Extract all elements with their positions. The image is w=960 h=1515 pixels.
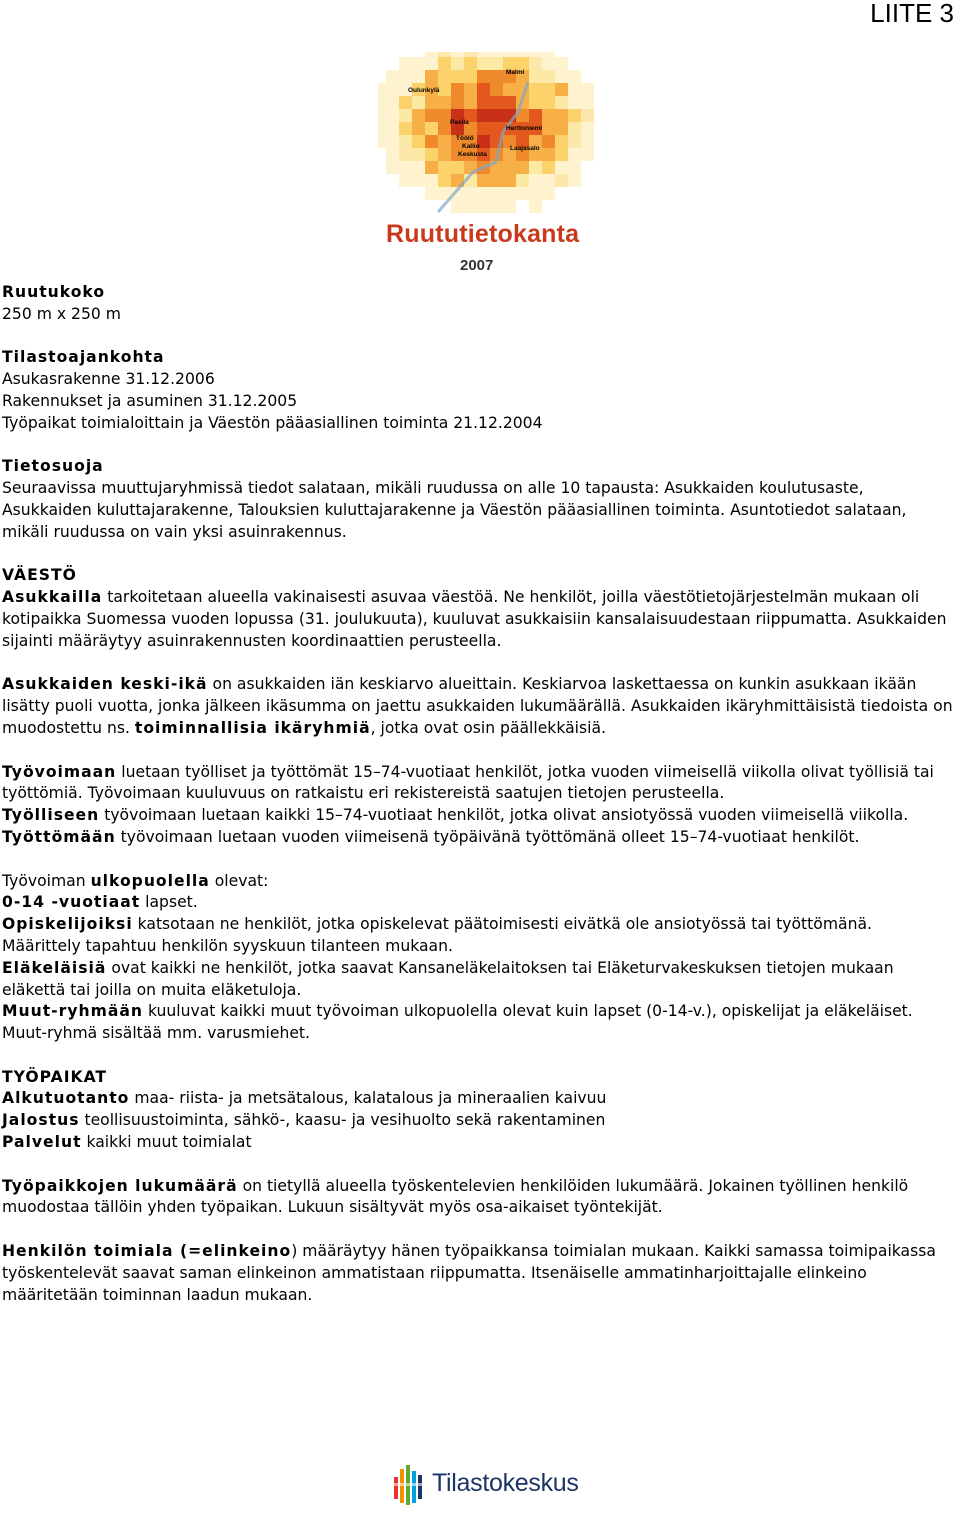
map-grid-cell (490, 52, 503, 57)
map-grid-cell (516, 174, 529, 187)
map-grid-cell (542, 83, 555, 96)
map-grid-cell (503, 96, 516, 109)
document-body (2, 282, 954, 1306)
statistics-finland-logo-icon (392, 1463, 428, 1507)
map-grid-cell (438, 70, 451, 83)
map-grid-cell (581, 135, 594, 148)
map-grid-cell (464, 57, 477, 70)
term-labour-force: Työvoimaan (2, 762, 117, 781)
term-others: Muut-ryhmään (2, 1002, 143, 1021)
map-grid-cell (386, 96, 399, 109)
map-grid-cell (529, 187, 542, 200)
term-mean-age: Asukkaiden keski-ikä (2, 675, 208, 694)
logo-year: 2007 (460, 257, 494, 274)
grid-map-illustration (378, 52, 598, 218)
map-grid-cell (438, 57, 451, 70)
map-grid-cell (386, 83, 399, 96)
map-grid-cell (516, 52, 529, 57)
map-grid-cell (555, 109, 568, 122)
term-outside: ulkopuolella (90, 871, 210, 890)
map-grid-cell (529, 109, 542, 122)
map-grid-cell (555, 96, 568, 109)
map-place-label: Töölö (456, 135, 474, 142)
map-grid-cell (555, 57, 568, 70)
map-grid-cell (386, 135, 399, 148)
map-grid-cell (386, 122, 399, 135)
paragraph-primary-production: Alkutuotanto maa- riista- ja metsätalous, kalatalous ja mineraalien kaivuu (2, 1089, 607, 1108)
map-grid-cell (477, 200, 490, 213)
map-grid-cell (503, 187, 516, 200)
map-grid-cell (516, 187, 529, 200)
map-grid-cell (529, 83, 542, 96)
map-grid-cell (412, 70, 425, 83)
map-grid-cell (438, 161, 451, 174)
map-grid-cell (451, 83, 464, 96)
data-protection-text: Seuraavissa muuttujaryhmissä tiedot salataan, mikäli ruudussa on alle 10 tapausta: Asukkaiden koulutusaste, Asukkaiden kuluttajarakenne, Talouksien kuluttajarakenne ja Väestön pääasiallinen toiminta. Asuntotiedot salataan, mikäli ruudussa on vain yksi asuinrakennus. (2, 479, 907, 541)
term-residents: Asukkailla (2, 588, 103, 607)
term-unemployed: Työttömään (2, 827, 116, 846)
map-grid-cell (555, 135, 568, 148)
map-grid-cell (568, 109, 581, 122)
map-grid-cell (477, 83, 490, 96)
map-grid-cell (555, 122, 568, 135)
map-grid-cell (464, 83, 477, 96)
map-grid-cell (425, 161, 438, 174)
map-grid-cell (378, 135, 386, 148)
term-employed: Työlliseen (2, 806, 100, 825)
map-grid-cell (412, 122, 425, 135)
paragraph-industry: Henkilön toimiala (=elinkeino) määräytyy hänen työpaikkansa toimialan mukaan. Kaikki samassa toimipaikassa työskentelevät saavat saman elinkeinon ammatistaan riippumatta. Itsenäiselle ammatinharjoittajalle elinkeino määritetään toiminnan laadun mukaan. (2, 1242, 936, 1304)
map-grid-cell (438, 52, 451, 57)
map-grid-cell (386, 70, 399, 83)
map-grid-cell (568, 148, 581, 161)
map-grid-cell (542, 148, 555, 161)
map-grid-cell (386, 109, 399, 122)
map-grid-cell (555, 161, 568, 174)
term-functional-age-groups: toiminnallisia ikäryhmiä (134, 718, 371, 737)
paragraph-children: 0-14 -vuotiaat lapset. (2, 893, 198, 912)
map-grid-cell (542, 187, 555, 200)
map-grid-cell (490, 200, 503, 213)
map-grid-cell (542, 52, 555, 57)
map-grid-cell (477, 109, 490, 122)
map-grid-cell (529, 174, 542, 187)
map-grid-cell (386, 161, 399, 174)
map-grid-cell (542, 161, 555, 174)
term-industry: Henkilön toimiala (=elinkeino (2, 1242, 292, 1261)
map-grid-cell (451, 52, 464, 57)
map-grid-cell (412, 148, 425, 161)
map-place-label: Kallio (462, 143, 480, 150)
map-grid-cell (425, 52, 438, 57)
map-grid-cell (464, 187, 477, 200)
map-grid-cell (425, 70, 438, 83)
map-grid-cell (464, 52, 477, 57)
map-place-label: Malmi (506, 69, 525, 76)
paragraph-job-count: Työpaikkojen lukumäärä on tietyllä alueella työskentelevien henkilöiden lukumäärä. Jokainen työllinen henkilö muodostaa tällöin yhden työpaikan. Lukuun sisältyvät myös osa-aikaiset työntekijät. (2, 1176, 909, 1217)
map-grid-cell (568, 161, 581, 174)
map-grid-cell (399, 135, 412, 148)
map-grid-cell (529, 200, 542, 213)
map-grid-cell (568, 70, 581, 83)
map-grid-cell (399, 57, 412, 70)
map-grid-cell (542, 135, 555, 148)
map-grid-cell (490, 187, 503, 200)
map-grid-cell (425, 96, 438, 109)
map-grid-cell (425, 109, 438, 122)
term-pensioners: Eläkeläisiä (2, 958, 107, 977)
map-grid-cell (477, 96, 490, 109)
map-grid-cell (503, 200, 516, 213)
map-grid-cell (378, 109, 386, 122)
map-grid-cell (412, 161, 425, 174)
map-place-label: Herttoniemi (506, 125, 543, 132)
paragraph-pensioners: Eläkeläisiä ovat kaikki ne henkilöt, jotka saavat Kansaneläkelaitoksen tai Eläketurvakeskuksen tietojen mukaan eläkettä tai joilla on muita eläketuloja. (2, 958, 894, 999)
map-grid-cell (425, 57, 438, 70)
map-grid-cell (503, 174, 516, 187)
paragraph-residents: Asukkailla tarkoitetaan alueella vakinaisesti asuvaa väestöä. Ne henkilöt, joilla väestötietojärjestelmän mukaan oli kotipaikka Suomessa vuoden lopussa (31. joulukuuta), kuuluvat asukkaisiin kansalaisuudestaan riippumatta. Asukkaiden sijainti määräytyy asuinrakennusten koordinaattien perusteella. (2, 588, 947, 650)
map-grid-cell (581, 109, 594, 122)
map-grid-cell (451, 200, 464, 213)
map-grid-cell (438, 83, 451, 96)
map-grid-cell (529, 161, 542, 174)
map-place-label: Pasila (450, 119, 469, 126)
map-grid-cell (542, 122, 555, 135)
map-grid-cell (378, 96, 386, 109)
map-grid-cell (568, 135, 581, 148)
map-grid-cell (378, 83, 386, 96)
map-grid-cell (464, 96, 477, 109)
map-grid-cell (399, 109, 412, 122)
map-grid-cell (412, 109, 425, 122)
map-grid-cell (451, 57, 464, 70)
map-grid-cell (412, 135, 425, 148)
term-primary-production: Alkutuotanto (2, 1089, 130, 1108)
term-job-count: Työpaikkojen lukumäärä (2, 1176, 238, 1195)
paragraph-outside-labour-force: Työvoiman ulkopuolella olevat: (2, 871, 269, 890)
map-grid-cell (451, 161, 464, 174)
map-grid-cell (438, 148, 451, 161)
map-grid-cell (490, 122, 503, 135)
reference-date-line: Rakennukset ja asuminen 31.12.2005 (2, 391, 298, 410)
section-heading-jobs: TYÖPAIKAT (2, 1067, 108, 1086)
map-grid-cell (568, 122, 581, 135)
map-grid-cell (464, 200, 477, 213)
map-grid-cell (399, 174, 412, 187)
term-services: Palvelut (2, 1133, 82, 1152)
term-students: Opiskelijoiksi (2, 915, 133, 934)
map-grid-cell (438, 174, 451, 187)
section-heading-grid-size: Ruutukoko (2, 283, 106, 301)
paragraph-mean-age: Asukkaiden keski-ikä on asukkaiden iän keskiarvo alueittain. Keskiarvoa laskettaessa on kunkin asukkaan ikään lisätty puoli vuotta, jonka jälkeen ikäsumma on jaettu asukkaiden lukumäärällä. Asukkaiden ikäryhmittäisistä tiedoista on muodostettu ns. toiminnallisia ikäryhmiä, jotka ovat osin päällekkäisiä. (2, 675, 953, 737)
map-grid-cell (490, 109, 503, 122)
reference-date-line: Asukasrakenne 31.12.2006 (2, 370, 215, 389)
map-grid-cell (529, 96, 542, 109)
map-grid-cell (477, 70, 490, 83)
map-grid-cell (555, 174, 568, 187)
map-grid-cell (503, 161, 516, 174)
paragraph-students: Opiskelijoiksi katsotaan ne henkilöt, jotka opiskelevat päätoimisesti eivätkä ole ansiotyössä tai työttömänä. Määrittely tapahtuu henkilön syyskuun tilanteen mukaan. (2, 915, 872, 955)
map-grid-cell (477, 57, 490, 70)
map-grid-cell (490, 83, 503, 96)
section-heading-reference-date: Tilastoajankohta (2, 348, 165, 367)
map-grid-cell (477, 52, 490, 57)
map-grid-cell (477, 122, 490, 135)
map-grid-cell (542, 70, 555, 83)
paragraph-services: Palvelut kaikki muut toimialat (2, 1133, 252, 1152)
section-heading-data-protection: Tietosuoja (2, 457, 104, 476)
paragraph-others: Muut-ryhmään kuuluvat kaikki muut työvoiman ulkopuolella olevat kuin lapset (0-14-v.), opiskelijat ja eläkeläiset. Muut-ryhmä sisältää mm. varusmiehet. (2, 1002, 913, 1043)
section-heading-population: VÄESTÖ (2, 566, 77, 585)
map-grid-cell (542, 109, 555, 122)
map-grid-cell (451, 96, 464, 109)
map-grid-cell (503, 52, 516, 57)
paragraph-processing: Jalostus teollisuustoiminta, sähkö-, kaasu- ja vesihuolto sekä rakentaminen (2, 1111, 606, 1130)
map-grid-cell (425, 122, 438, 135)
map-grid-cell (438, 135, 451, 148)
grid-size-value: 250 m x 250 m (2, 304, 121, 323)
map-grid-cell (490, 174, 503, 187)
map-grid-cell (399, 70, 412, 83)
map-grid-cell (412, 57, 425, 70)
map-place-label: Laajasalo (510, 145, 540, 152)
footer-logo (392, 1463, 612, 1509)
map-grid-cell (581, 148, 594, 161)
map-grid-cell (399, 161, 412, 174)
map-grid-cell (425, 174, 438, 187)
map-grid-cell (425, 135, 438, 148)
map-grid-cell (399, 122, 412, 135)
map-grid-cell (516, 161, 529, 174)
map-grid-cell (529, 52, 542, 57)
term-processing: Jalostus (2, 1111, 80, 1130)
map-grid-cell (581, 96, 594, 109)
map-place-label: Keskusta (458, 151, 487, 158)
map-grid-cell (542, 96, 555, 109)
map-grid-cell (568, 174, 581, 187)
map-grid-cell (464, 70, 477, 83)
map-grid-cell (490, 70, 503, 83)
footer-brand-name: Tilastokeskus (432, 1469, 579, 1497)
term-children: 0-14 -vuotiaat (2, 893, 141, 912)
paragraph-employed: Työlliseen työvoimaan luetaan kaikki 15–74-vuotiaat henkilöt, jotka olivat ansiotyössä vuoden viimeisellä viikolla. (2, 806, 909, 825)
map-grid-cell (581, 83, 594, 96)
logo-title: Ruututietokanta (386, 220, 580, 248)
map-grid-cell (503, 83, 516, 96)
map-grid-cell (399, 148, 412, 161)
map-grid-cell (412, 96, 425, 109)
map-grid-cell (568, 96, 581, 109)
map-grid-cell (412, 174, 425, 187)
map-grid-cell (490, 57, 503, 70)
map-grid-cell (425, 187, 438, 200)
map-grid-cell (555, 70, 568, 83)
map-grid-cell (555, 148, 568, 161)
map-grid-cell (399, 96, 412, 109)
map-grid-cell (555, 83, 568, 96)
map-grid-cell (542, 174, 555, 187)
map-grid-cell (451, 70, 464, 83)
map-grid-cell (378, 122, 386, 135)
map-grid-cell (477, 187, 490, 200)
map-grid-cell (386, 148, 399, 161)
map-place-label: Oulunkylä (408, 87, 440, 94)
map-grid-cell (581, 122, 594, 135)
map-grid-cell (438, 96, 451, 109)
map-grid-cell (542, 57, 555, 70)
map-grid-cell (568, 83, 581, 96)
appendix-label: LIITE 3 (870, 0, 954, 28)
paragraph-unemployed: Työttömään työvoimaan luetaan vuoden viimeisenä työpäivänä työttömänä olleet 15–74-vuotiaat henkilöt. (2, 827, 860, 846)
map-grid-cell (529, 70, 542, 83)
paragraph-labour-force: Työvoimaan luetaan työlliset ja työttömät 15–74-vuotiaat henkilöt, jotka vuoden viimeisellä viikolla olivat työllisiä tai työttömiä. Työvoimaan kuuluvuus on ratkaistu eri rekistereistä saatujen tietojen perusteella. (2, 762, 934, 803)
map-grid-cell (477, 174, 490, 187)
map-grid-cell (490, 96, 503, 109)
reference-date-line: Työpaikat toimialoittain ja Väestön pääasiallinen toiminta 21.12.2004 (2, 413, 543, 432)
map-grid-cell (529, 57, 542, 70)
map-grid-cell (425, 148, 438, 161)
